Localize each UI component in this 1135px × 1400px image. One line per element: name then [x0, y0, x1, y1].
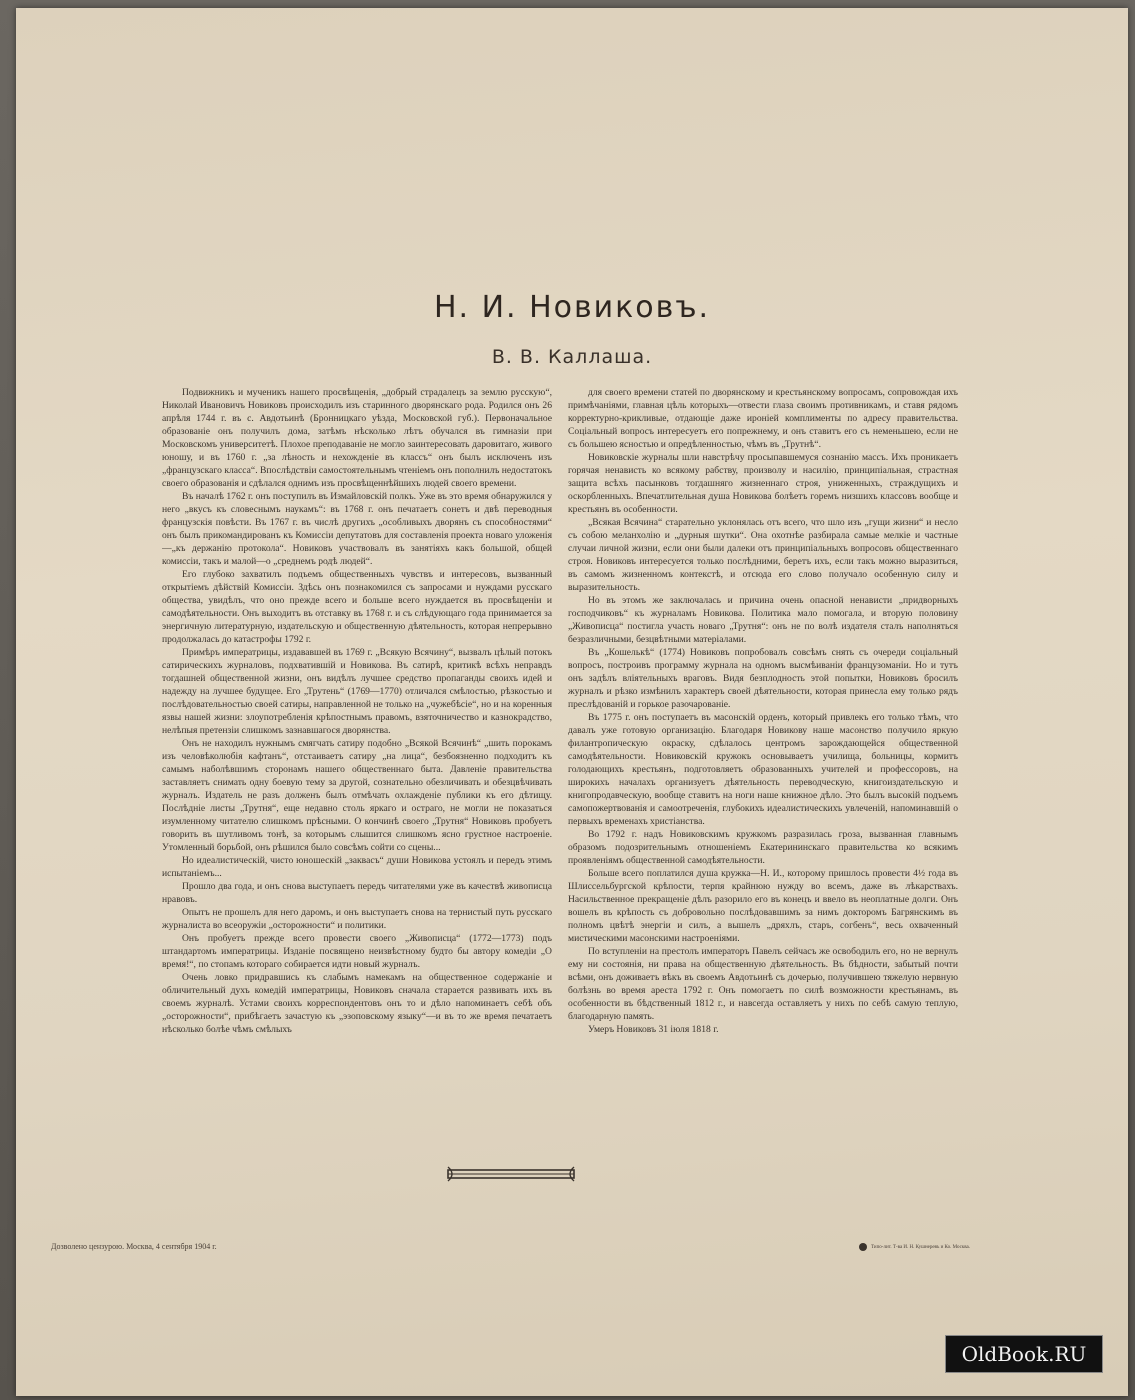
paragraph: „Всякая Всячина“ старательно уклонялась отъ всего, что шло изъ „гущи жизни“ и несло съ собою меланхолію и „дурныя шутки“. Она охотнѣе разбирала самые мелкіе и частные случаи личной жизни, если они были далеки отъ принципіальныхъ вопросовъ общественнаго строя. Новиковъ интересуется только послѣдними, беретъ ихъ, если такъ можно выразиться, въ самомъ жизненномъ контекстѣ, и отсюда его слово получало особенную силу и выразительность.: [568, 517, 958, 593]
paragraph: Его глубоко захватилъ подъемъ общественныхъ чувствъ и интересовъ, вызванный открытіемъ дѣйствій Комиссіи. Здѣсь онъ познакомился съ запросами и нуждами русскаго общества, увидѣлъ, что оно прежде всего и больше всего нуждается въ просвѣщеніи и самодѣятельности. Онъ выходитъ въ отставку въ 1768 г. и съ слѣдующаго года принимается за энергичную литературную, издательскую и общественную дѣятельность, которая непрерывно продолжалась до катастрофы 1792 г.: [162, 569, 552, 645]
paragraph: Новиковскіе журналы шли навстрѣчу просыпавшемуся сознанію массъ. Ихъ проникаетъ горячая ненависть ко всякому рабству, произволу и насилію, принципіальная, страстная защита всѣхъ пасынковъ тогдашняго жизненнаго строя, униженныхъ, страждущихъ и оскорбленныхъ. Впечатлительная душа Новикова болѣетъ горемъ низшихъ классовъ вообще и крестьянъ въ особенности.: [568, 452, 958, 515]
paragraph: Опытъ не прошелъ для него даромъ, и онъ выступаетъ снова на тернистый путь русскаго журналиста во всеоружіи „осторожности“ и политики.: [162, 907, 552, 931]
paragraph: По вступленіи на престолъ императоръ Павелъ сейчасъ же освободилъ его, но не вернулъ ему ни состоянія, ни права на общественную дѣятельность. Въ бѣдности, забытый почти всѣми, онъ доживаетъ вѣкъ въ своемъ Авдотьинѣ съ дочерью, получившею тяжелую нервную болѣзнь во время ареста 1792 г. Онъ помогаетъ по силѣ возможности крестьянамъ, въ особенности въ бѣдственный 1812 г., и навсегда оставляетъ у нихъ по себѣ самую теплую, благодарную память.: [568, 946, 958, 1022]
paragraph: Прошло два года, и онъ снова выступаетъ передъ читателями уже въ качествѣ живописца нравовъ.: [162, 881, 552, 905]
paragraph: Очень ловко придравшись къ слабымъ намекамъ на общественное содержаніе и обличительный духъ комедій императрицы, Новиковъ сначала старается развивать ихъ въ своемъ журналѣ. Устами своихъ корреспондентовъ онъ то и дѣло напоминаетъ себѣ объ „осторожности“, прибѣгаетъ зачастую къ „эзоповскому языку“—и въ то же время печатаетъ нѣсколько болѣе чѣмъ смѣлыхъ: [162, 972, 552, 1035]
paragraph: Въ началѣ 1762 г. онъ поступилъ въ Измайловскій полкъ. Уже въ это время обнаружился у него „вкусъ къ словеснымъ наукамъ“: въ 1768 г. онъ печатаетъ сонетъ и двѣ переводныя французскія повѣсти. Въ 1767 г. въ числѣ другихъ „особливыхъ дворянъ съ способностями“ онъ былъ прикомандированъ къ Комиссіи депутатовъ для составленія проекта новаго уложенія—„къ держанію протокола“. Новиковъ участвовалъ въ занятіяхъ какъ большой, общей комиссіи, такъ и малой—о „среднемъ родѣ людей“.: [162, 491, 552, 567]
article-author: В. В. Каллаша.: [491, 346, 653, 368]
paragraph: Подвижникъ и мученикъ нашего просвѣщенія, „добрый страдалецъ за землю русскую“, Николай Ивановичъ Новиковъ происходилъ изъ старинного дворянскаго рода. Родился онъ 26 апрѣля 1744 г. въ с. Авдотьинѣ (Бронницкаго уѣзда, Московской губ.). Первоначальное образованіе онъ получилъ дома, затѣмъ нѣсколько лѣтъ обучался въ гимназіи при Московскомъ университетѣ. Плохое преподаваніе не могло заинтересовать даровитаго, живого юношу, и въ 1760 г. „за лѣность и нехожденіе въ классъ“ онъ былъ исключенъ изъ „французскаго класса“. Впослѣдствіи самостоятельнымъ чтеніемъ онъ пополнилъ недостатокъ своего образованія и сдѣлался однимъ изъ просвѣщеннѣйшихъ людей своего времени.: [162, 387, 552, 489]
paragraph: Въ 1775 г. онъ поступаетъ въ масонскій орденъ, который привлекъ его только тѣмъ, что давалъ уже готовую организацію. Благодаря Новикову наше масонство получило яркую филантропическую окраску, сдѣлалось центромъ зарождающейся общественной самодѣятельности. Новиковскій кружокъ основываетъ училища, больницы, кормитъ голодающихъ крестьянъ, подготовляетъ образованныхъ учителей и профессоровъ, на широкихъ началахъ организуетъ дѣятельность переводческую, книгоиздательскую и книгопродавческую, вообще ставитъ на ноги наше книжное дѣло. Это былъ высокій подъемъ самопожертвованія и самоотреченія, глубокихъ идеалистическихъ увлеченій, напоминавшій о первыхъ временахъ христіанства.: [568, 712, 958, 827]
paragraph: Онъ не находилъ нужнымъ смягчать сатиру подобно „Всякой Всячинѣ“ „шить порокамъ изъ человѣколюбія кафтанъ“, отстаиваетъ сатиру „на лица“, безбоязненно подходитъ къ самымъ наболѣвшимъ сторонамъ нашего общественнаго быта. Давленіе правительства заставляетъ снимать одну боевую тему за другой, сознательно обезличивать и обезцвѣчивать журналъ. Издатель не разъ долженъ былъ отмѣчать охлажденіе публики къ его дѣтищу. Послѣдніе листы „Трутня“, еще недавно столь яркаго и остраго, не могли не показаться изумленному читателю слишкомъ прѣсными. О кончинѣ своего „Трутня“ Новиковъ пробуетъ говорить въ шутливомъ тонѣ, за которымъ слышится слишкомъ ясно грустное настроеніе. Утомленный борьбой, онъ рѣшился было совсѣмъ сойти со сцены...: [162, 738, 552, 853]
printer-mark-icon: [859, 1243, 867, 1251]
paragraph: Но идеалистическій, чисто юношескій „закваcъ“ души Новикова устоялъ и передъ этимъ испытаніемъ...: [162, 855, 552, 879]
paragraph: Но въ этомъ же заключалась и причина очень опасной ненависти „придворныхъ господчиковъ“ къ журналамъ Новикова. Политика мало помогала, и вторую половину „Живописца“ постигла участь новаго „Трутня“: онъ не по волѣ издателя сталъ наполняться безразличными, безцвѣтными матеріалами.: [568, 595, 958, 645]
censorship-note: Дозволено цензурою. Москва, 4 сентября 1904 г.: [51, 1242, 217, 1251]
right-column: [568, 386, 958, 1126]
printer-imprint: [859, 1243, 970, 1251]
paragraph: Въ „Кошелькѣ“ (1774) Новиковъ попробовалъ совсѣмъ снять съ очереди соціальный вопросъ, построивъ программу журнала на одномъ высмѣиваніи французоманіи. Но и тутъ онъ задѣлъ вліятельныхъ враговъ. Видя безплодность этой попытки, Новиковъ бросилъ журналъ и рѣзко измѣнилъ характеръ своей дѣятельности, которая принесла ему только рядъ преслѣдованій и горькое разочарованіе.: [568, 647, 958, 710]
printer-imprint-text: Типо-лит. Т-ва И. Н. Кушнеревъ и Ко. Москва.: [871, 1245, 970, 1251]
paragraph: Больше всего поплатился душа кружка—Н. И., которому пришлось провести 4½ года въ Шлиссельбургской крѣпости, терпя крайнюю нужду во всемъ, даже въ лѣкарствахъ. Насильственное прекращеніе дѣлъ разорило его въ конецъ и ввело въ неоплатные долги. Онъ вошелъ въ крѣпость съ добровольно послѣдовавшимъ за нимъ докторомъ Багрянскимъ въ полномъ цвѣтѣ энергіи и силъ, а вышелъ „дряхлъ, старъ, согбенъ“, весь охваченный мистическими масонскими настроеніями.: [568, 868, 958, 944]
paragraph: для своего времени статей по дворянскому и крестьянскому вопросамъ, сопровождая ихъ примѣчаніями, главная цѣль которыхъ—отвести глаза своимъ противникамъ, и ставя рядомъ корректурно-крикливые, отдающіе даже ироніей комплименты по адресу правительства. Соціальный вопросъ интересуетъ его попрежнему, и онъ ставитъ его съ неменьшею, если не съ большею ясностью и опредѣленностью, чѣмъ въ „Трутнѣ“.: [568, 387, 958, 450]
paragraph: Умеръ Новиковъ 31 іюля 1818 г.: [588, 1024, 719, 1035]
paragraph: Онъ пробуетъ прежде всего провести своего „Живописца“ (1772—1773) подъ штандартомъ императрицы. Изданіе посвящено неизвѣстному будто бы автору комедіи „О время!“, по стопамъ котораго собирается идти новый журналъ.: [162, 933, 552, 970]
site-watermark: OldBook.RU: [945, 1335, 1103, 1373]
paragraph: Примѣръ императрицы, издававшей въ 1769 г. „Всякую Всячину“, вызвалъ цѣлый потокъ сатирическихъ журналовъ, подхватившій и Новикова. Въ сатирѣ, критикѣ всѣхъ неправдъ тогдашней общественной жизни, онъ видѣлъ лучшее средство пропаганды своихъ идей и надежду на лучшее будущее. Его „Трутень“ (1769—1770) отличался смѣлостью, рѣзкостью и послѣдовательностью своей сатиры, направленной не только на „чужебѣсіе“, но и на коренныя язвы нашей жизни: злоупотребленія крѣпостнымъ правомъ, взяточничество и казнокрадство, нелѣпыя претензіи слишкомъ зазнавшагося дворянства.: [162, 647, 552, 736]
article-title: Н. И. Новиковъ.: [433, 290, 711, 325]
left-column: [162, 386, 552, 1126]
paragraph: Во 1792 г. надъ Новиковскимъ кружкомъ разразилась гроза, вызванная главнымъ образомъ подозрительнымъ отношеніемъ Екатерининскаго правительства ко всякимъ проявленіямъ общественной самодѣятельности.: [568, 829, 958, 866]
page-sheet: [16, 8, 1128, 1396]
decorative-ornament: [446, 1163, 576, 1185]
